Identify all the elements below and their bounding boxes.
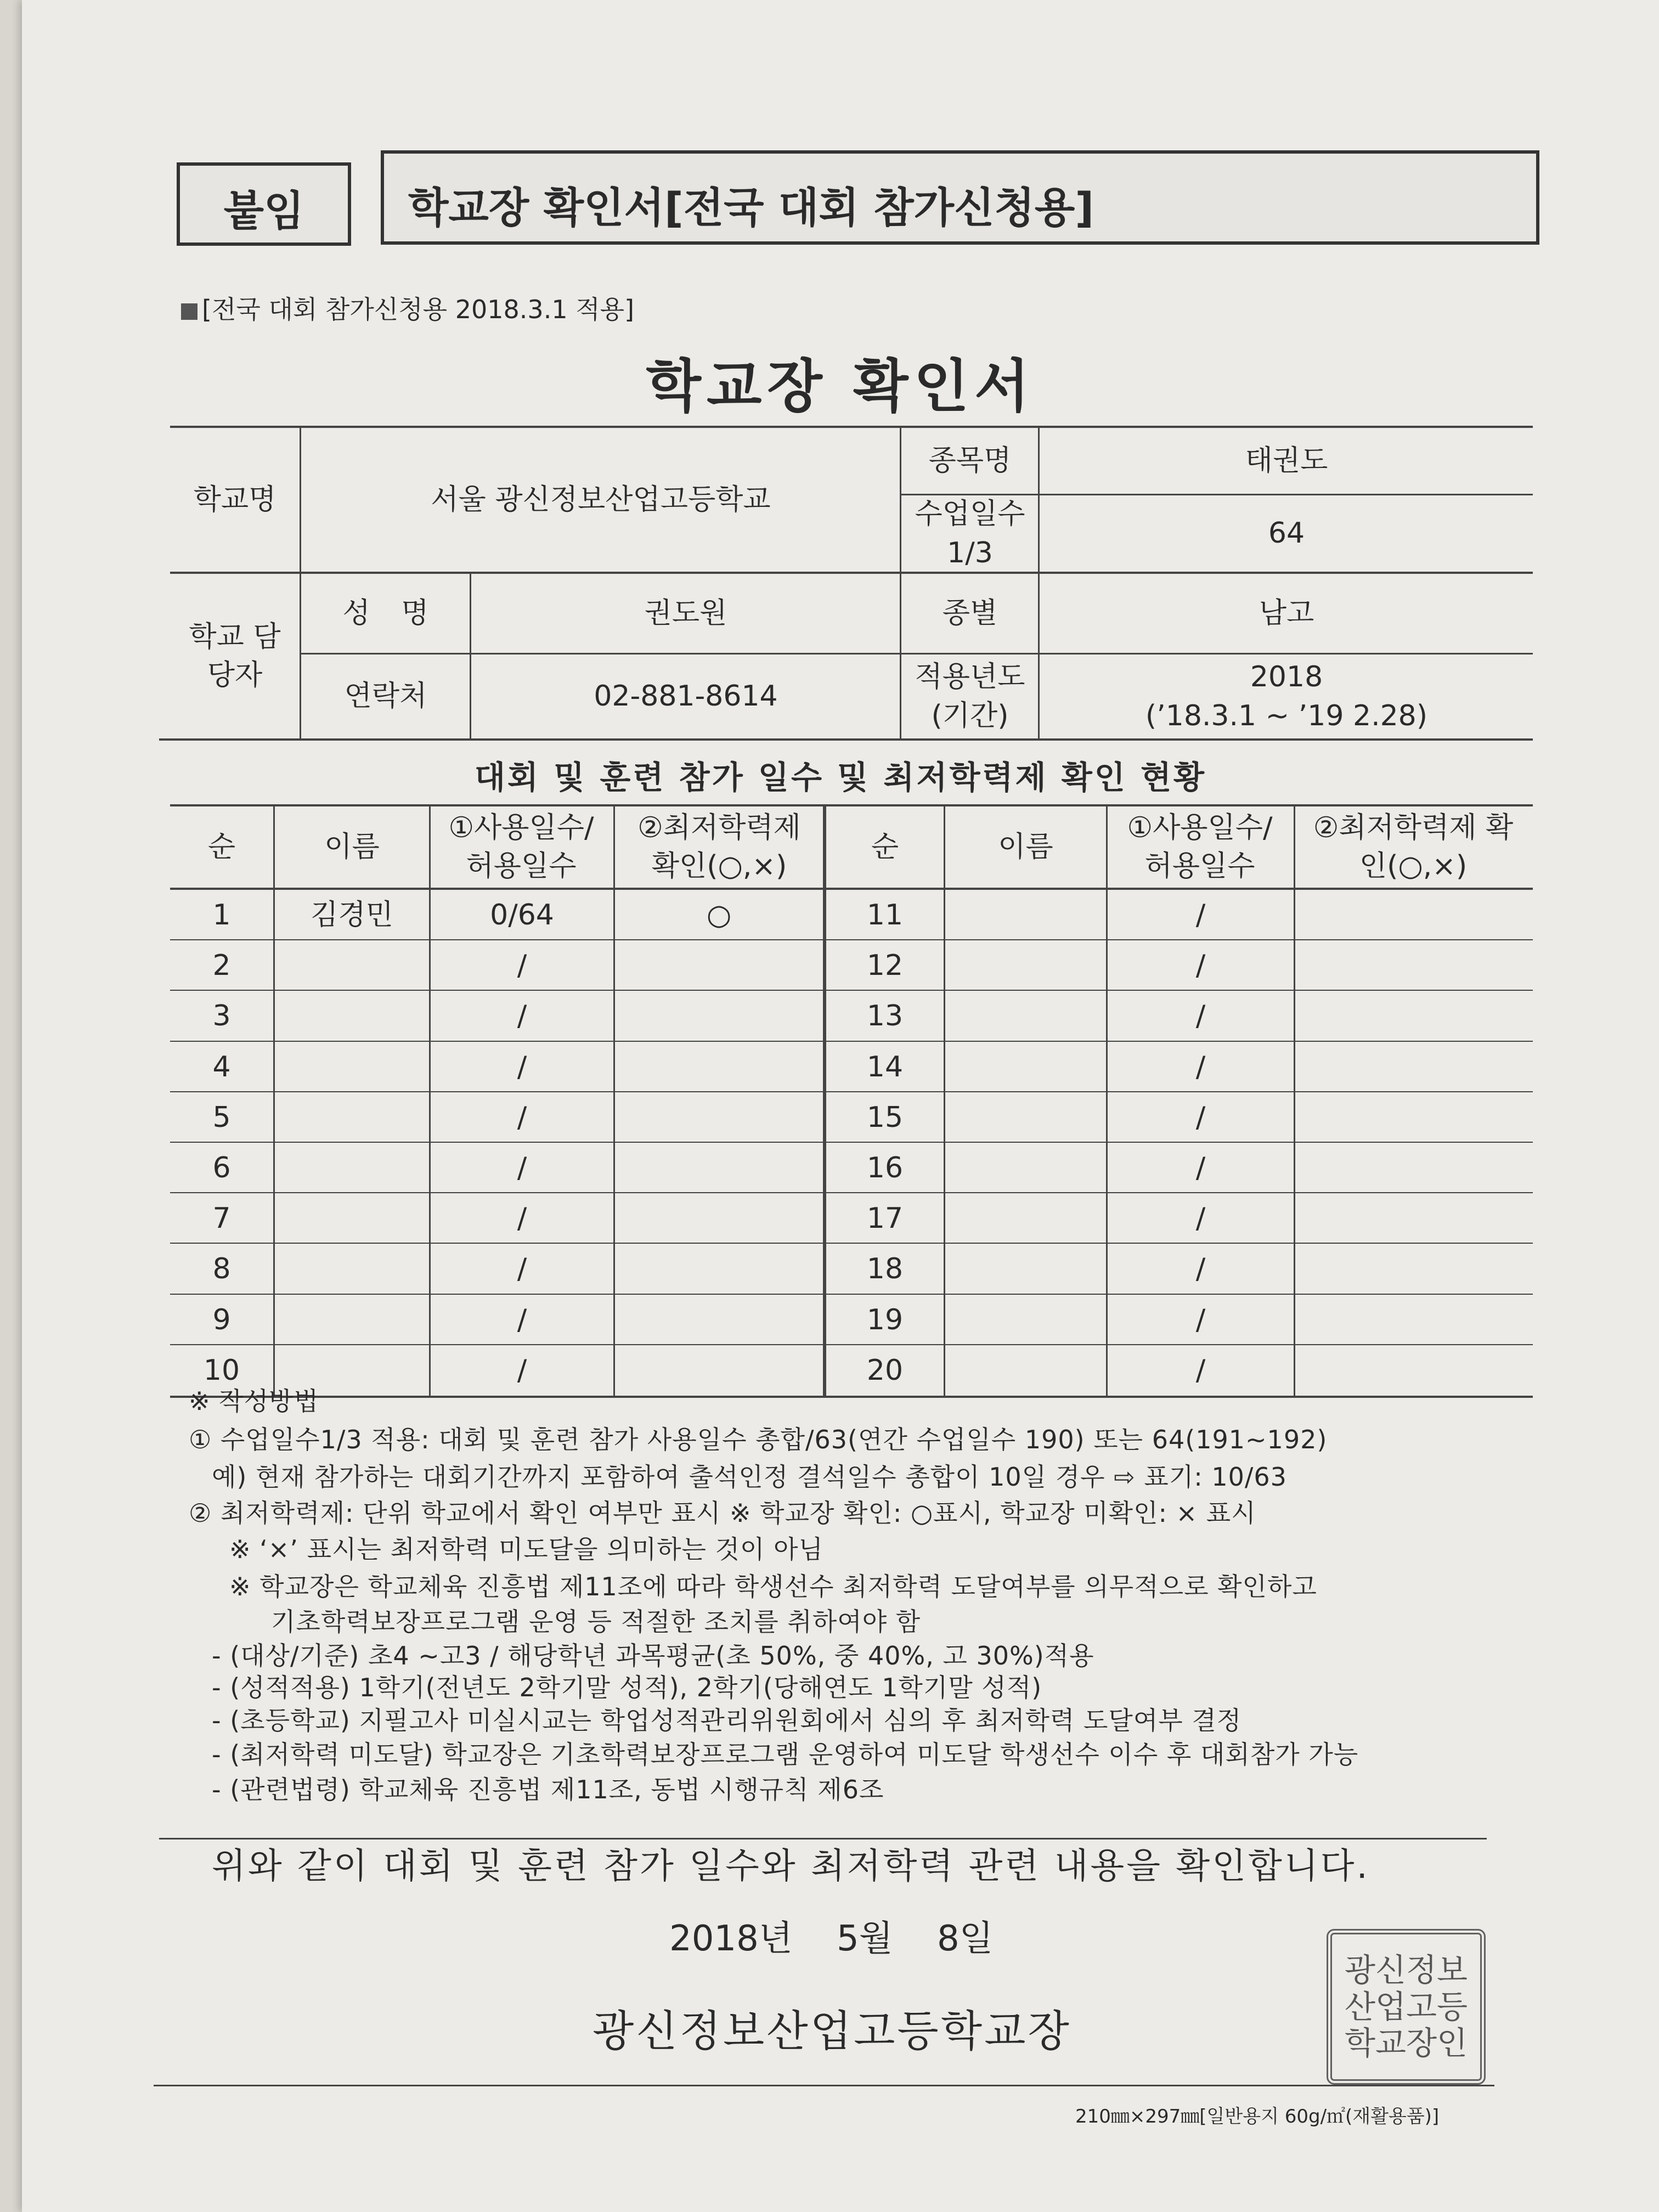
class-days-value: 64 [1268,517,1305,550]
row-no-cell: 8 [212,1252,231,1286]
row-days-cell: / [1195,1303,1206,1336]
col-header-days: ①사용일수/ 허용일수 [1127,811,1273,883]
guide-rule-below-minimum: - (최저학력 미도달) 학교장은 기초학력보장프로그램 운영하여 미도달 학생선수 이수 후 대회참가 가능 [212,1740,1359,1769]
row-days-cell: / [1195,1152,1206,1184]
row-name-cell: 김경민 [311,899,393,932]
person-name-label: 성 명 [342,596,429,630]
square-bullet-icon [181,303,198,320]
paper-spec-footer: 210㎜×297㎜[일반용지 60g/㎡(재활용품)] [1075,2106,1440,2128]
applicability-note-text: [전국 대회 참가신청용 2018.3.1 적용] [202,295,635,324]
document-title: 학교장 확인서 [646,353,1035,420]
row-days-cell: / [1195,1252,1206,1286]
col-header-no: 순 [207,830,236,864]
guide-rule-grades: - (성적적용) 1학기(전년도 2학기말 성적), 2학기(당해연도 1학기말 성적) [212,1673,1042,1702]
row-check-cell [1295,1092,1533,1143]
row-days-cell: / [517,1152,527,1184]
row-check-cell [615,1092,823,1143]
row-check-cell [615,940,823,991]
row-days-cell: / [1195,949,1206,983]
row-days-cell: 0/64 [490,899,554,932]
row-no-cell: 16 [866,1152,904,1184]
row-days-cell: / [517,1303,527,1336]
issue-date [669,1910,993,1961]
row-days-cell: / [1195,1101,1206,1134]
col-header-days: ①사용일수/ 허용일수 [448,811,594,883]
row-name-cell [945,890,1106,940]
row-name-cell [945,1345,1106,1396]
row-check-cell [1295,1244,1533,1294]
row-check-cell [1295,991,1533,1041]
document-page [22,0,1659,2212]
row-name-cell [945,1143,1106,1193]
row-name-cell [945,1092,1106,1143]
row-no-cell: 18 [866,1252,904,1286]
row-no-cell: 20 [866,1353,904,1387]
col-header-check: ②최저학력제 확인(○,×) [1313,811,1514,883]
row-no-cell: 11 [866,899,904,932]
row-days-cell: / [517,1202,527,1235]
row-no-cell: 3 [212,1000,231,1033]
row-no-cell: 5 [212,1101,231,1134]
col-header-name: 이름 [324,830,380,864]
row-check-cell [1295,1193,1533,1244]
person-name-value: 권도원 [644,596,727,630]
school-name-label: 학교명 [193,483,276,516]
sport-value: 태권도 [1245,444,1328,477]
official-seal [1327,1929,1486,2085]
row-days-cell: / [1195,1000,1206,1033]
confirmation-statement: 위와 같이 대회 및 훈련 참가 일수와 최저학력 관련 내용을 확인합니다. [212,1846,1370,1887]
row-check-cell: ○ [706,899,732,932]
row-check-cell [1295,890,1533,940]
row-no-cell: 14 [866,1050,904,1084]
col-header-check: ②최저학력제 확인(○,×) [637,811,801,883]
sport-label: 종목명 [928,444,1012,477]
issue-month: 5월 [837,1918,893,1959]
row-check-cell [615,1143,823,1193]
issue-year: 2018년 [669,1918,793,1959]
row-no-cell: 12 [866,949,904,983]
row-no-cell: 10 [203,1353,240,1387]
category-value: 남고 [1259,596,1314,630]
row-name-cell [275,940,429,991]
row-no-cell: 2 [212,949,231,983]
seal-line-3: 학교장인 [1344,2024,1468,2062]
applicability-note [181,290,634,326]
row-no-cell: 6 [212,1152,231,1184]
row-name-cell [945,1193,1106,1244]
row-check-cell [615,991,823,1041]
row-name-cell [275,1042,429,1092]
row-days-cell: / [1195,899,1206,932]
guide-item-2-note-b: ※ 학교장은 학교체육 진흥법 제11조에 따라 학생선수 최저학력 도달여부를 의무적으로 확인하고 [229,1572,1317,1601]
row-days-cell: / [517,1000,527,1033]
row-no-cell: 1 [212,899,231,932]
row-name-cell [945,1042,1106,1092]
row-no-cell: 15 [866,1101,904,1134]
row-name-cell [275,1092,429,1143]
guide-item-2-note-b-cont: 기초학력보장프로그램 운영 등 적절한 조치를 취하여야 함 [271,1607,921,1637]
seal-line-2: 산업고등 [1344,1988,1468,2025]
guide-rule-target: - (대상/기준) 초4 ~고3 / 해당학년 과목평균(초 50%, 중 40%, 고 30%)적용 [212,1641,1094,1671]
row-check-cell [615,1042,823,1092]
row-name-cell [275,1244,429,1294]
contact-value: 02-881-8614 [594,680,778,713]
row-check-cell [1295,1042,1533,1092]
issue-day: 8일 [936,1918,994,1959]
row-check-cell [615,1295,823,1345]
guide-rule-law: - (관련법령) 학교체육 진흥법 제11조, 동법 시행규칙 제6조 [212,1775,884,1804]
row-no-cell: 19 [866,1303,904,1336]
row-no-cell: 4 [212,1050,231,1084]
attachment-tag-label: 붙임 [223,187,304,235]
contact-label: 연락처 [344,680,427,713]
seal-line-1: 광신정보 [1344,1951,1468,1989]
apply-period: (’18.3.1 ~ ’19 2.28) [1145,699,1428,732]
attachment-tag [177,162,351,246]
guide-item-1: ① 수업일수1/3 적용: 대회 및 훈련 참가 사용일수 총합/63(연간 수업일수 190) 또는 64(191~192) [189,1425,1328,1454]
class-days-label: 수업일수 1/3 [915,498,1025,569]
row-check-cell [1295,1345,1533,1396]
guide-item-1-example: 예) 현재 참가하는 대회기간까지 포함하여 출석인정 결석일수 총합이 10일 경우 ⇨ 표기: 10/63 [212,1462,1287,1492]
row-days-cell: / [517,1252,527,1286]
signer-name: 광신정보산업고등학교장 [592,2007,1071,2056]
row-days-cell: / [1195,1202,1206,1235]
col-header-name: 이름 [998,830,1053,864]
row-name-cell [275,991,429,1041]
row-no-cell: 7 [212,1202,231,1235]
row-check-cell [1295,1143,1533,1193]
school-name-value: 서울 광신정보산업고등학교 [431,483,771,516]
guide-title: ※ 작성방법 [189,1386,319,1416]
row-check-cell [1295,940,1533,991]
row-days-cell: / [517,1353,527,1387]
row-name-cell [275,1193,429,1244]
row-check-cell [615,1244,823,1294]
row-name-cell [945,1295,1106,1345]
row-days-cell: / [1195,1050,1206,1084]
row-no-cell: 13 [866,1000,904,1033]
row-days-cell: / [517,1050,527,1084]
school-manager-label: 학교 담당자 [189,620,281,692]
row-name-cell [275,1295,429,1345]
header-title: 학교장 확인서[전국 대회 참가신청용] [408,183,1094,232]
row-name-cell [275,1143,429,1193]
header-title-box [381,150,1539,245]
guide-rule-elementary: - (초등학교) 지필고사 미실시교는 학업성적관리위원회에서 심의 후 최저학력 도달여부 결정 [212,1706,1242,1735]
apply-year: 2018 [1250,661,1323,694]
col-header-no: 순 [871,830,899,864]
section-title: 대회 및 훈련 참가 일수 및 최저학력제 확인 현황 [474,759,1207,796]
row-check-cell [1295,1295,1533,1345]
guide-item-2: ② 최저학력제: 단위 학교에서 확인 여부만 표시 ※ 학교장 확인: ○표시, 학교장 미확인: × 표시 [189,1498,1256,1528]
row-check-cell [615,1193,823,1244]
row-name-cell [945,940,1106,991]
row-check-cell [615,1345,823,1396]
apply-year-value [1040,654,1533,738]
category-label: 종별 [942,596,998,630]
row-days-cell: / [1195,1353,1206,1387]
row-days-cell: / [517,1101,527,1134]
row-days-cell: / [517,949,527,983]
row-no-cell: 9 [212,1303,231,1336]
apply-year-label: 적용년도 (기간) [915,661,1025,732]
row-no-cell: 17 [866,1202,904,1235]
row-name-cell [945,1244,1106,1294]
guide-item-2-note-a: ※ ‘×’ 표시는 최저학력 미도달을 의미하는 것이 아님 [229,1534,823,1564]
row-name-cell [945,991,1106,1041]
